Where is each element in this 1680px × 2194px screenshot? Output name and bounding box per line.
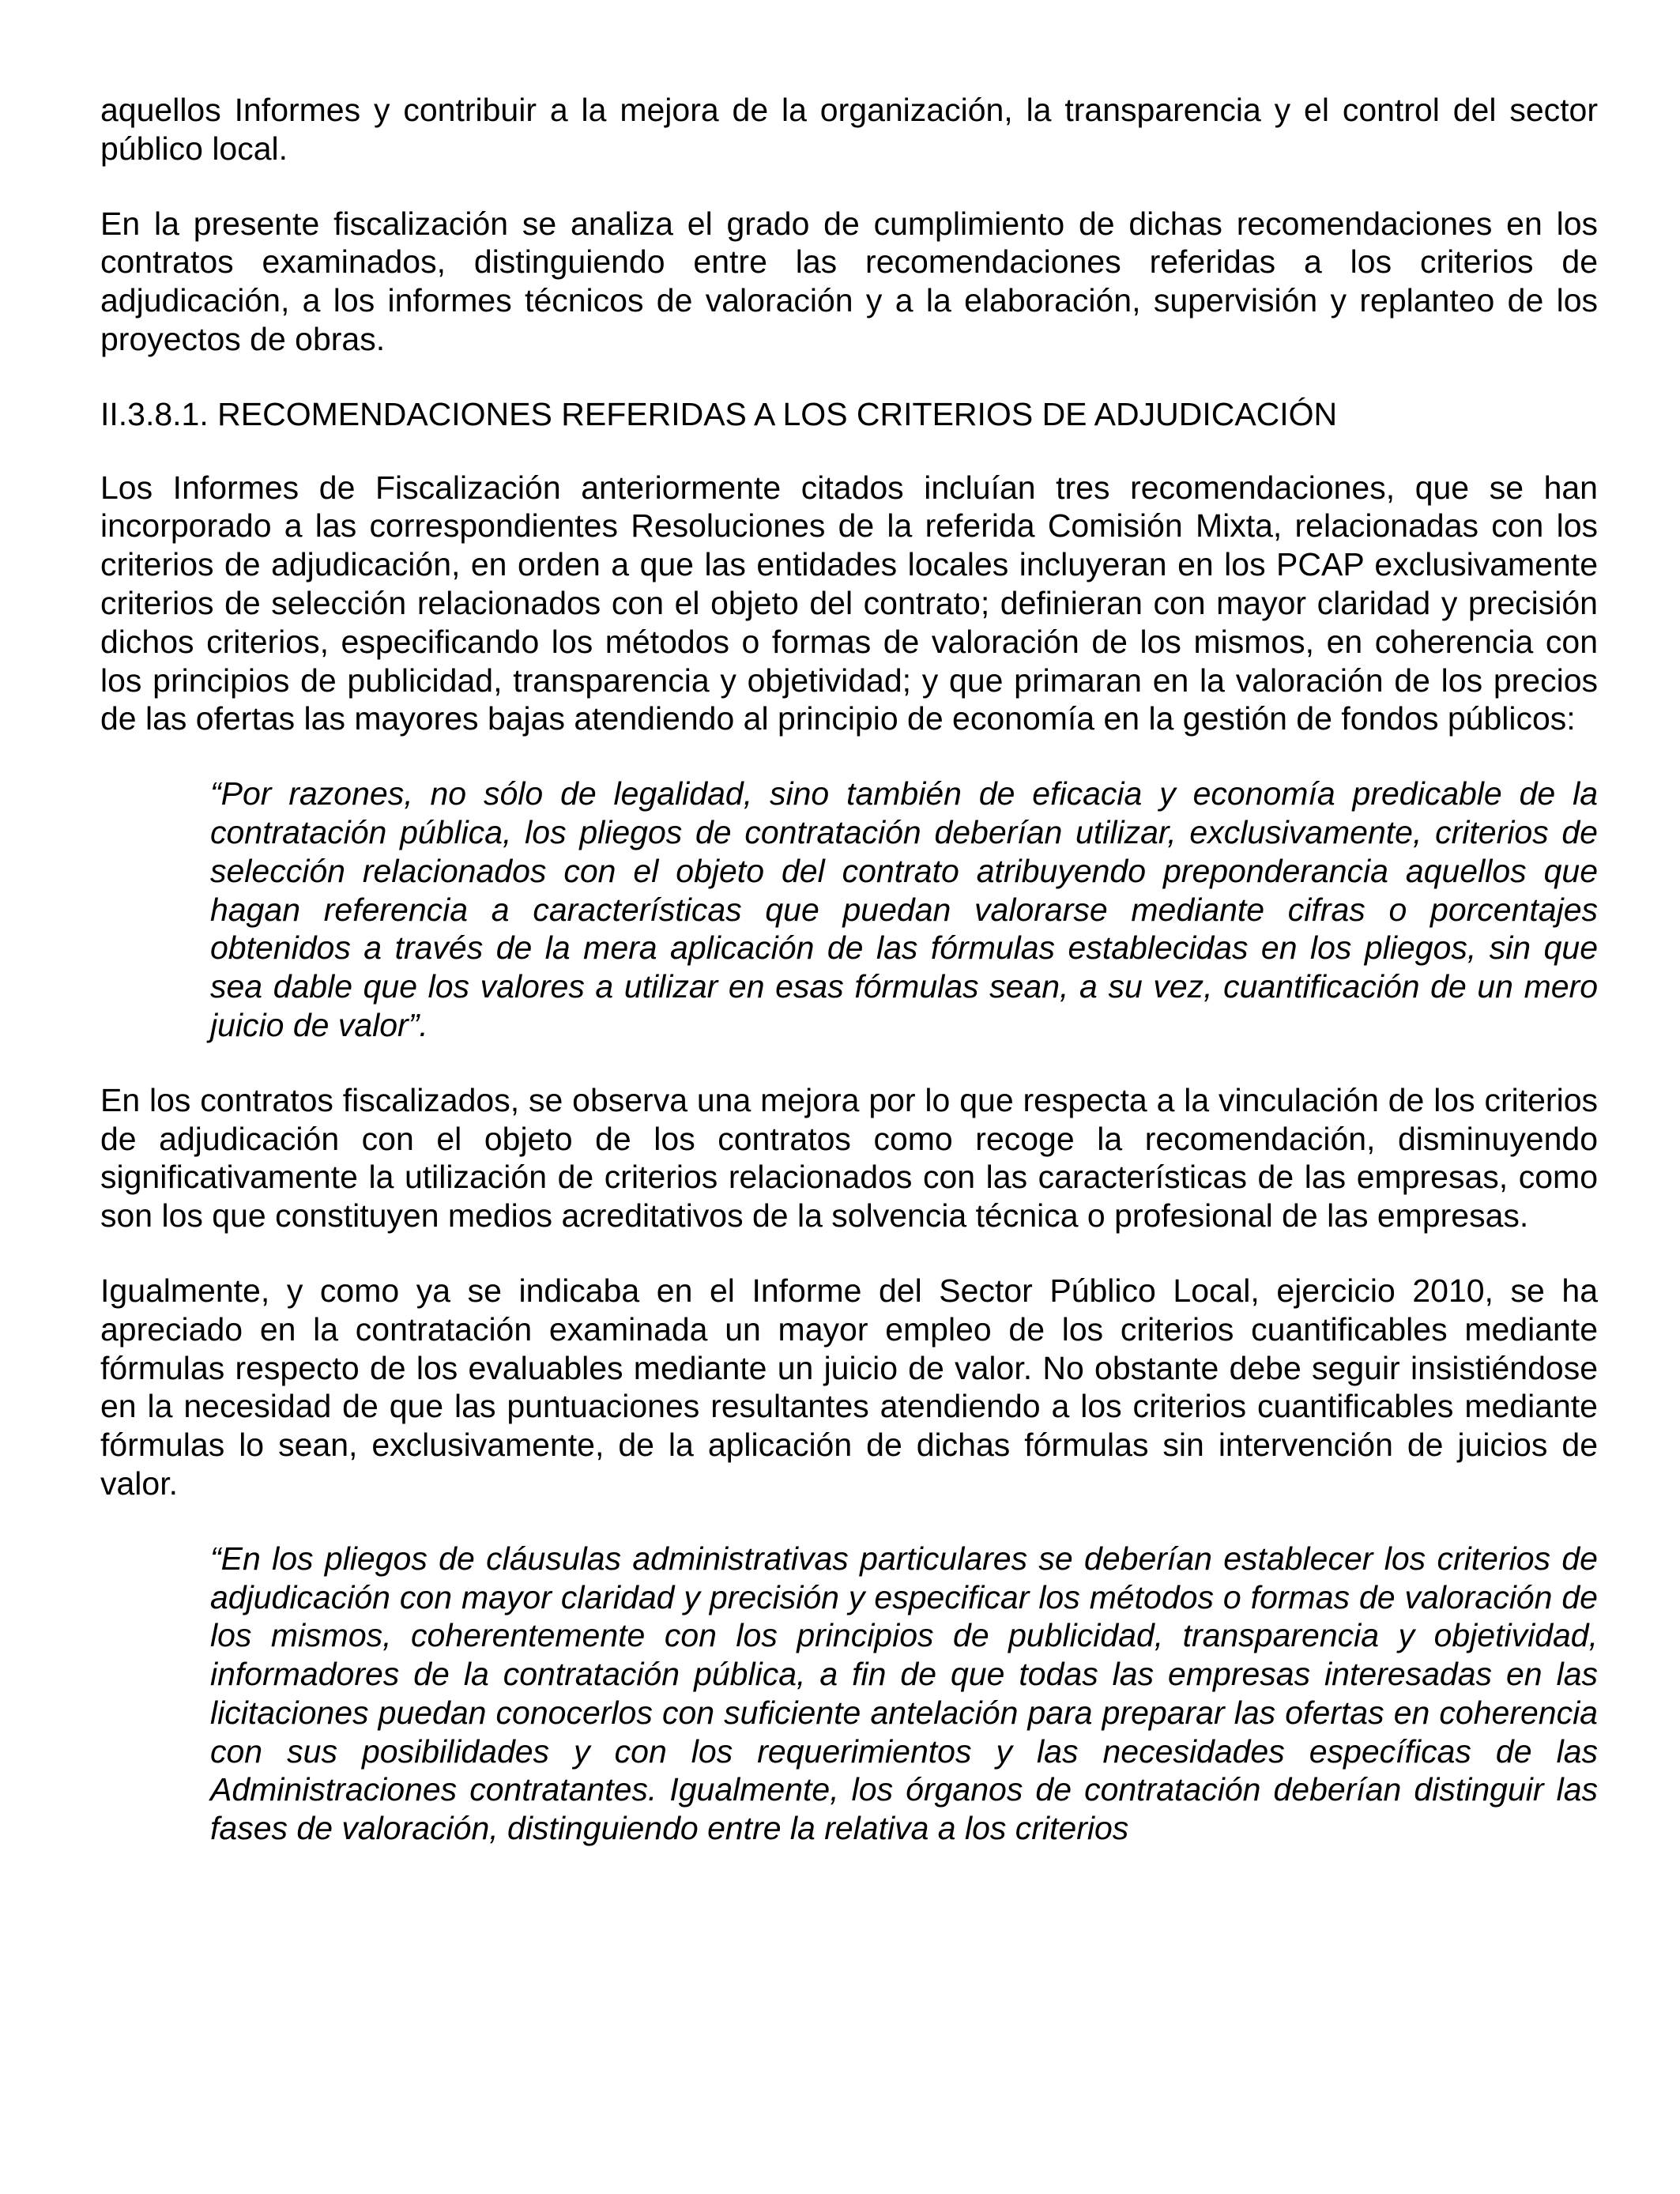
paragraph-contratos-fiscalizados: En los contratos fiscalizados, se observa una mejora por lo que respecta a la vinculación de los criterios de adjudicación con el objeto de los contratos como recoge la recomendación, disminuyendo significativamente la utilización de criterios relacionados con las características de las empresas, como son los que constituyen medios acreditativos de la solvencia técnica o profesional de las empresas. (100, 1081, 1598, 1235)
quote-legalidad: “Por razones, no sólo de legalidad, sino también de eficacia y economía predicable de la contratación pública, los pliegos de contratación deberían utilizar, exclusivamente, criterios de selección relacionados con el objeto del contrato atribuyendo preponderancia aquellos que hagan referencia a características que puedan valorarse mediante cifras o porcentajes obtenidos a través de la mera aplicación de las fórmulas establecidas en los pliegos, sin que sea dable que los valores a utilizar en esas fórmulas sean, a su vez, cuantificación de un mero juicio de valor”. (210, 775, 1598, 1043)
paragraph-scope: En la presente fiscalización se analiza el grado de cumplimiento de dichas recomendaciones en los contratos examinados, distinguiendo entre las recomendaciones referidas a los criterios de adjudicación, a los informes técnicos de valoración y a la elaboración, supervisión y replanteo de los proyectos de obras. (100, 205, 1598, 357)
paragraph-recommendations: Los Informes de Fiscalización anteriormente citados incluían tres recomendaciones, que se han incorporado a las correspondientes Resoluciones de la referida Comisión Mixta, relacionadas con los criterios de adjudicación, en orden a que las entidades locales incluyeran en los PCAP exclusivamente criterios de selección relacionados con el objeto del contrato; definieran con mayor claridad y precisión dichos criterios, especificando los métodos o formas de valoración de los mismos, en coherencia con los principios de publicidad, transparencia y objetividad; y que primaran en la valoración de los precios de las ofertas las mayores bajas atendiendo al principio de economía en la gestión de fondos públicos: (100, 469, 1598, 737)
paragraph-igualmente: Igualmente, y como ya se indicaba en el Informe del Sector Público Local, ejercicio 2010, se ha apreciado en la contratación examinada un mayor empleo de los criterios cuantificables mediante fórmulas respecto de los evaluables mediante un juicio de valor. No obstante debe seguir insistiéndose en la necesidad de que las puntuaciones resultantes atendiendo a los criterios cuantificables mediante fórmulas lo sean, exclusivamente, de la aplicación de dichas fórmulas sin intervención de juicios de valor. (100, 1272, 1598, 1502)
paragraph-intro-continuation: aquellos Informes y contribuir a la mejora de la organización, la transparencia y el control del sector público local. (100, 92, 1598, 167)
quote-pliegos: “En los pliegos de cláusulas administrativas particulares se deberían establecer los criterios de adjudicación con mayor claridad y precisión y especificar los métodos o formas de valoración de los mismos, coherentemente con los principios de publicidad, transparencia y objetividad, informadores de la contratación pública, a fin de que todas las empresas interesadas en las licitaciones puedan conocerlos con suficiente antelación para preparar las ofertas en coherencia con sus posibilidades y con los requerimientos y las necesidades específicas de las Administraciones contratantes. Igualmente, los órganos de contratación deberían distinguir las fases de valoración, distinguiendo entre la relativa a los criterios (210, 1540, 1598, 1847)
document-page (100, 91, 1598, 1848)
section-heading: II.3.8.1. RECOMENDACIONES REFERIDAS A LOS CRITERIOS DE ADJUDICACIÓN (100, 395, 1338, 432)
